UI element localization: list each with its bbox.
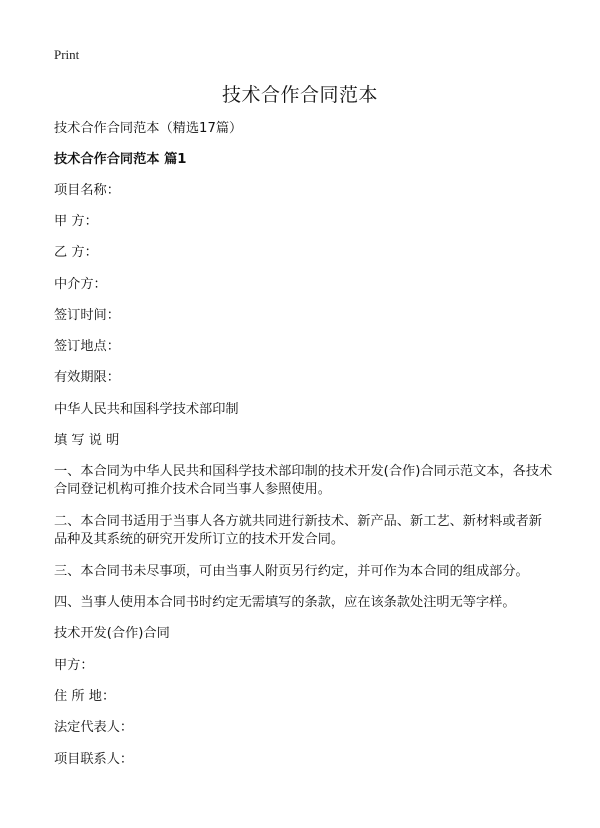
party-field-address: 住 所 地： <box>54 689 116 704</box>
document-subtitle: 技术合作合同范本（精选17篇） <box>54 121 243 136</box>
party-field-legal-rep: 法定代表人： <box>54 720 134 735</box>
print-label[interactable]: Print <box>54 47 80 62</box>
instruction-paragraph-3: 三、本合同书未尽事项，可由当事人附页另行约定，并可作为本合同的组成部分。 <box>54 564 529 579</box>
document-title: 技术合作合同范本 <box>221 84 378 106</box>
instruction-paragraph-2: 二、本合同书适用于当事人各方就共同进行新技术、新产品、新工艺、新材料或者新品种及其系统的研究开发所订立的技术开发合同。 <box>54 514 542 547</box>
instruction-paragraph-1: 一、本合同为中华人民共和国科学技术部印制的技术开发(合作)合同示范文本，各技术合同登记机构可推介技术合同当事人参照使用。 <box>54 464 553 497</box>
field-project-name: 项目名称： <box>54 183 120 198</box>
contract-name: 技术开发(合作)合同 <box>54 626 170 641</box>
party-field-a: 甲方： <box>54 658 94 673</box>
section-heading: 技术合作合同范本 篇1 <box>54 152 187 167</box>
instructions-heading: 填 写 说 明 <box>54 433 120 448</box>
issuer-line: 中华人民共和国科学技术部印制 <box>54 402 239 417</box>
field-signing-place: 签订地点： <box>54 339 120 354</box>
field-signing-time: 签订时间： <box>54 308 120 323</box>
field-party-b: 乙 方： <box>54 245 98 260</box>
party-field-contact: 项目联系人： <box>54 752 134 767</box>
field-intermediary: 中介方： <box>54 277 107 292</box>
field-party-a: 甲 方： <box>54 214 98 229</box>
instruction-paragraph-4: 四、当事人使用本合同书时约定无需填写的条款，应在该条款处注明无等字样。 <box>54 595 516 610</box>
field-validity-period: 有效期限： <box>54 370 120 385</box>
